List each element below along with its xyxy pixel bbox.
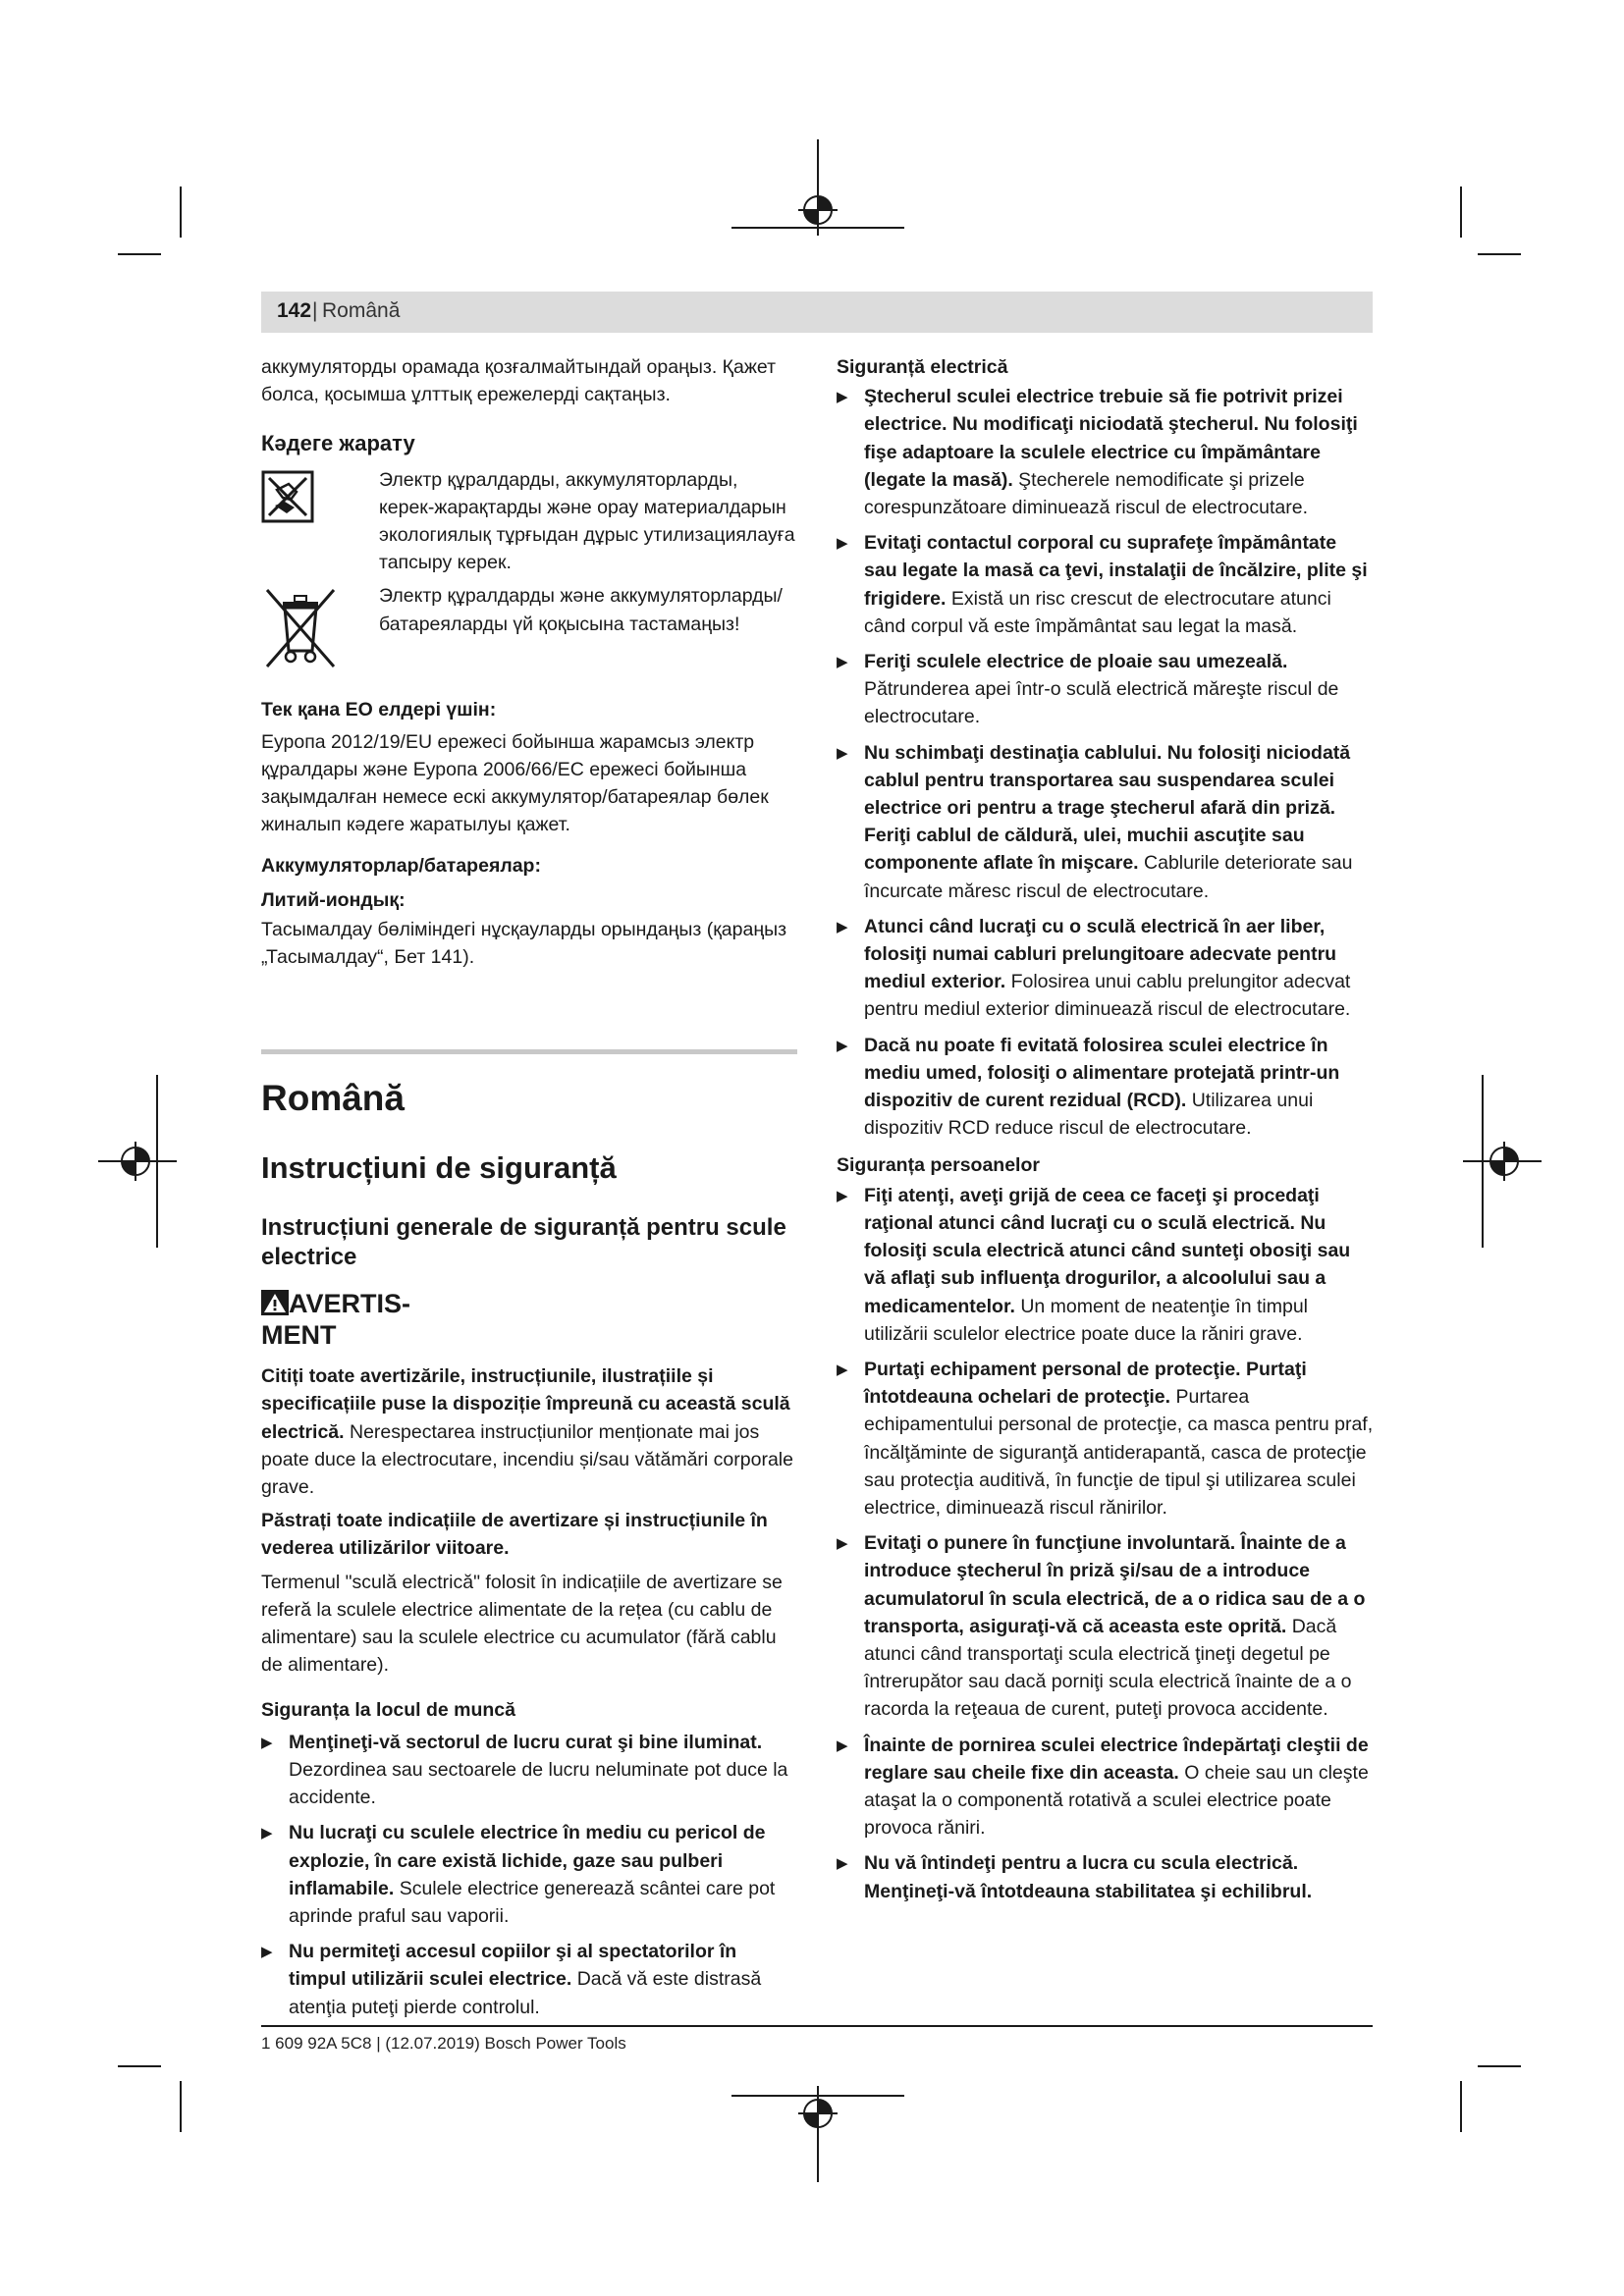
list-item	[837, 1356, 1375, 1522]
bullet-triangle-icon: ▶	[261, 1944, 273, 1961]
bullet-bold-text: Nu permiteţi accesul copiilor şi al spectatorilor în timpul utilizării sculei electrice.	[289, 1941, 737, 1991]
list-item	[837, 1182, 1375, 1348]
bullet-bold-text: Fiţi atenţi, aveţi grijă de ceea ce faceţi şi procedaţi raţional atunci când lucraţi cu o sculă electrică. Nu folosiţi scula electrică atunci când sunteţi obosiţi sau vă aflaţi sub influenţa drogurilor, a alcoolului sau a medicamentelor.	[864, 1184, 1351, 1317]
list-item	[837, 1849, 1375, 1904]
bullet-normal-text: O cheie sau un cleşte ataşat la o componentă rotativă a sculei electrice poate provoca răniri.	[864, 1761, 1369, 1840]
bullet-bold-text: Evitaţi o punere în funcţiune involuntară. Înainte de a introduce ştecherul în priză şi/sau de a introduce acumulatorul în scula electrică, de a o ridica sau de a o transporta, asiguraţi-vă că aceasta este oprită.	[864, 1532, 1366, 1637]
bullet-bold-text: Dacă nu poate fi evitată folosirea sculei electrice în mediu umed, folosiţi o alimentare protejată printr-un dispozitiv de curent rezidual (RCD).	[864, 1034, 1340, 1112]
safety-title: Instrucțiuni de siguranță	[261, 1150, 617, 1186]
warning-bold-text: Citiți toate avertizările, instrucțiunile, ilustrațiile și specificațiile puse la dispoziție împreună cu această sculă electrică.	[261, 1365, 790, 1443]
bullet-bold-text: Ştecherul sculei electrice trebuie să fie potrivit prizei electrice. Nu modificaţi niciodată ştecherul. Nu folosiţi fişe adaptoare la sculele electrice cu împământare (legate la masă).	[864, 386, 1358, 491]
list-item	[261, 1819, 797, 1930]
term-paragraph: Termenul "sculă electrică" folosit în indicațiile de avertizare se referă la sculele electrice alimentate de la rețea (cu cablu de alimentare) sau la sculele electrice cu acumulator (fără cablu de alimentare).	[261, 1571, 783, 1677]
work-area-list	[261, 1729, 797, 2021]
list-item	[837, 739, 1375, 905]
bullet-triangle-icon: ▶	[837, 654, 848, 671]
bullet-normal-text: Ştecherele nemodificate şi prizele corespunzătoare diminuează riscul de electrocutare.	[864, 468, 1308, 519]
warning-triangle-icon	[261, 1290, 289, 1315]
page-number: 142	[277, 299, 312, 322]
bullet-bold-text: Atunci când lucraţi cu o sculă electrică în aer liber, folosiţi numai cabluri prelungitoare adecvate pentru mediul exterior.	[864, 915, 1337, 993]
bullet-triangle-icon: ▶	[837, 1736, 848, 1754]
warning-normal-text: Nerespectarea instrucțiunilor menționate mai jos poate duce la electrocutare, incendiu și/sau vătămări corporale grave.	[261, 1420, 793, 1499]
bullet-normal-text: Dacă atunci când transportaţi scula electrică ţineţi degetul pe întrerupător sau dacă porniţi scula electrică înainte de a o racorda la reţeaua de curent, puteţi provoca accidente.	[864, 1615, 1352, 1721]
bullet-triangle-icon: ▶	[837, 1361, 848, 1378]
personal-safety-list	[837, 1182, 1375, 1905]
keep-instructions: Păstrați toate indicațiile de avertizare și instrucțiunile în vederea utilizărilor viitoare.	[261, 1510, 768, 1560]
registration-mark-icon	[731, 2047, 904, 2184]
header-separator: |	[312, 299, 318, 322]
section-divider	[261, 1049, 797, 1054]
crop-mark	[118, 2065, 161, 2067]
warning-paragraph	[261, 1362, 797, 1501]
intro-paragraph: аккумуляторды орамада қозғалмайтындай ораңыз. Қажет болса, қосымша ұлттық ережелерді сақтаңыз.	[261, 356, 777, 406]
bullet-bold-text: Menţineţi-vă sectorul de lucru curat şi bine iluminat.	[289, 1731, 763, 1753]
lithium-heading: Литий-иондық:	[261, 888, 406, 911]
crop-mark	[1478, 2065, 1521, 2067]
list-item	[261, 1729, 797, 1812]
right-column	[837, 353, 1375, 1913]
bullet-normal-text: Purtarea echipamentului personal de protecţie, ca masca pentru praf, încălţăminte de siguranţă antiderapantă, casca de protecţie sau protecţia auditivă, în funcţie de tipul şi utilizarea sculei electrice, diminuează riscul rănirilor.	[864, 1386, 1374, 1519]
bullet-bold-text: Evitaţi contactul corporal cu suprafeţe împământate sau legate la masă ca ţevi, instalaţii de încălzire, plite şi frigidere.	[864, 532, 1368, 610]
bullet-normal-text: Dacă vă este distrasă atenţia puteţi pierde controlul.	[289, 1968, 762, 2018]
general-safety-title: Instrucțiuni generale de siguranță pentru scule electrice	[261, 1214, 786, 1271]
crop-mark	[1460, 2081, 1462, 2132]
crop-mark	[1460, 187, 1462, 238]
eu-paragraph: Еуропа 2012/19/EU ережесі бойынша жарамсыз электр құралдары және Еуропа 2006/66/EC ережесі бойынша зақымдалған немесе ескі аккумулятор/батареялар бөлек жиналып кәдеге жаратылуы қажет.	[261, 730, 769, 836]
bullet-normal-text: Utilizarea unui dispozitiv RCD reduce riscul de electrocutare.	[864, 1090, 1314, 1140]
bullet-bold-text: Înainte de pornirea sculei electrice îndepărtaţi cleştii de reglare sau cheile fixe din aceasta.	[864, 1734, 1369, 1784]
list-item	[837, 913, 1375, 1024]
list-item	[837, 648, 1375, 731]
bullet-triangle-icon: ▶	[837, 1535, 848, 1553]
batteries-heading: Аккумуляторлар/батареялар:	[261, 855, 541, 878]
crop-mark	[1478, 253, 1521, 255]
crop-mark	[118, 253, 161, 255]
warning-label	[261, 1288, 458, 1351]
registration-mark-icon	[1443, 1075, 1542, 1248]
registration-mark-icon	[731, 137, 904, 275]
work-area-heading: Siguranța la locul de muncă	[261, 1699, 515, 1722]
bullet-bold-text: Nu vă întindeţi pentru a lucra cu scula electrică. Menţineţi-vă întotdeauna stabilitatea şi echilibrul.	[864, 1852, 1313, 1902]
bullet-bold-text: Feriţi sculele electrice de ploaie sau umezeală.	[864, 651, 1288, 673]
bullet-triangle-icon: ▶	[837, 1037, 848, 1054]
header-language: Română	[322, 299, 401, 322]
bullet-normal-text: Pătrunderea apei într-o sculă electrică măreşte riscul de electrocutare.	[864, 678, 1339, 728]
list-item	[837, 1032, 1375, 1143]
bullet-triangle-icon: ▶	[837, 535, 848, 553]
registration-mark-icon	[98, 1075, 196, 1248]
bullet-triangle-icon: ▶	[837, 918, 848, 935]
bullet-triangle-icon: ▶	[261, 1734, 273, 1751]
personal-safety-heading: Siguranța persoanelor	[837, 1154, 1040, 1177]
disposal-paragraph-1: Электр құралдарды, аккумуляторларды, керек-жарақтарды және орау материалдарын экологиялық тұрғыдан дұрыс утилизациялауға тапсыру керек.	[379, 468, 795, 574]
bullet-triangle-icon: ▶	[837, 389, 848, 406]
disposal-heading: Кәдеге жарату	[261, 431, 415, 456]
bullet-normal-text: Dezordinea sau sectoarele de lucru neluminate pot duce la accidente.	[289, 1758, 788, 1809]
electrical-safety-heading: Siguranță electrică	[837, 356, 1008, 378]
left-column	[261, 353, 797, 2029]
page-header	[261, 292, 1373, 333]
bullet-triangle-icon: ▶	[261, 1825, 273, 1842]
bullet-normal-text: Un moment de neatenţie în timpul utilizării sculelor electrice poate duce la răniri grave.	[864, 1295, 1308, 1345]
warning-label-line1: AVERTIS-	[289, 1289, 411, 1319]
bullet-bold-text: Nu lucraţi cu sculele electrice în mediu cu pericol de explozie, în care există lichide, gaze sau pulberi inflamabile.	[289, 1822, 766, 1899]
disposal-paragraph-2: Электр құралдарды және аккумуляторларды/батареяларды үй қоқысына тастамаңыз!	[379, 585, 783, 635]
list-item	[261, 1938, 797, 2021]
bullet-triangle-icon: ▶	[837, 744, 848, 762]
bullet-normal-text: Folosirea unui cablu prelungitor adecvat pentru mediul exterior diminuează riscul de electrocutare.	[864, 971, 1351, 1021]
footer-rule	[261, 2025, 1373, 2027]
bullet-normal-text: Există un risc crescut de electrocutare atunci când corpul vă este împământat sau legat la masă.	[864, 587, 1331, 637]
bullet-triangle-icon: ▶	[837, 1187, 848, 1204]
list-item	[837, 1732, 1375, 1842]
crossed-bin-icon	[261, 586, 340, 670]
bullet-normal-text: Sculele electrice generează scântei care pot aprinde praful sau vaporii.	[289, 1877, 776, 1927]
electrical-safety-list	[837, 383, 1375, 1142]
packaging-recycling-icon	[261, 470, 314, 523]
bullet-bold-text: Nu schimbaţi destinaţia cablului. Nu folosiţi niciodată cablul pentru transportarea sau suspendarea sculei electrice ori pentru a trage ştecherul afară din priză. Feriţi cablul de căldură, ulei, muchii ascuţite sau componente aflate în mişcare.	[864, 741, 1351, 875]
crop-mark	[180, 2081, 182, 2132]
warning-label-line2: MENT	[261, 1320, 337, 1351]
list-item	[837, 383, 1375, 521]
list-item	[837, 529, 1375, 640]
eu-heading: Тек қана ЕО елдері үшін:	[261, 699, 497, 721]
bullet-triangle-icon: ▶	[837, 1855, 848, 1873]
section-title: Română	[261, 1078, 405, 1119]
bullet-normal-text: Cablurile deteriorate sau încurcate măresc riscul de electrocutare.	[864, 852, 1353, 902]
footer-text: 1 609 92A 5C8 | (12.07.2019) Bosch Power Tools	[261, 2034, 626, 2053]
crop-mark	[180, 187, 182, 238]
warning-block	[261, 1286, 797, 1368]
bullet-bold-text: Purtaţi echipament personal de protecţie. Purtaţi întotdeauna ochelari de protecţie.	[864, 1358, 1307, 1409]
lithium-paragraph: Тасымалдау бөліміндегі нұсқауларды орындаңыз (қараңыз „Тасымалдау“, Бет 141).	[261, 918, 787, 969]
list-item	[837, 1529, 1375, 1723]
